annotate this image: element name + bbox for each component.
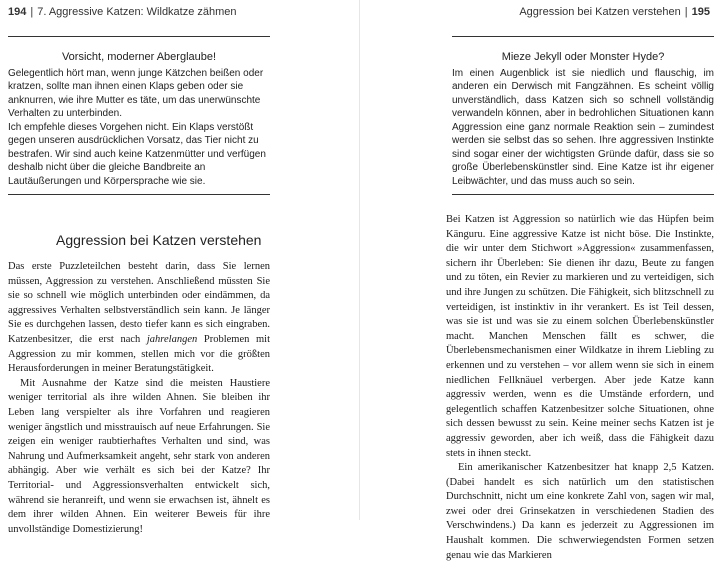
body-paragraph <box>8 260 270 377</box>
box-paragraph: Im einen Augenblick ist sie niedlich und flauschig, im anderen ein Derwisch mit Fangzähnen. Es scheint völlig unverständlich, dass Katzen sich so schnell vollständig verwandeln können, aber in bedrohlichen Situationen kann Aggression eine ganz normale Reaktion sein – zumindest werden sie selbst das so sehen. Ihre aggressiven Instinkte sind sogar einer der wichtigsten Gründe dafür, dass sie so große Überlebenskünstler sind. Eine Katze ist ihr eigener Leibwächter, und das muss auch so sein. <box>452 67 714 187</box>
body-text-run: Das erste Puzzleteilchen besteht darin, dass Sie lernen müssen, Aggression zu verstehen. Anschließend müssten Sie sie so schnell wie möglich unterbinden oder eindämmen, da aggressives Verhalten selbstverständlich sein kann. Je länger Sie es durchgehen lassen, desto tiefer kann es sich eingraben. Katzenbesitzer, die erst nach <box>8 261 270 345</box>
left-header-separator: | <box>30 6 34 18</box>
right-body-text <box>446 213 714 563</box>
box-paragraph: Gelegentlich hört man, wenn junge Kätzchen beißen oder kratzen, sollte man ihnen einen Klaps geben oder sie anknurren, wie ihre Mutter es täte, um das unerwünschte Verhalten zu unterbinden. <box>8 67 264 119</box>
right-running-header <box>519 6 710 18</box>
box-paragraph: Ich empfehle dieses Vorgehen nicht. Ein Klaps verstößt gegen unseren ausdrücklichen Vorsatz, das Tier nicht zu bestrafen. Wir sind auch keine Katzenmütter und verfügen deshalb nicht über die gleiche Bandbreite an Lautäußerungen und Körpersprache wie sie. <box>8 121 266 187</box>
emphasis-text: jahrelangen <box>146 333 198 345</box>
right-header-separator: | <box>684 6 688 18</box>
box-title: Mieze Jekyll oder Monster Hyde? <box>501 51 665 63</box>
body-paragraph: Mit Ausnahme der Katze sind die meisten Haustiere weniger territorial als ihre wilden Ahnen. Sie bleiben ihr Leben lang verspielter als ihre Vorfahren und reagieren weniger ängstlich und misstrauisch auf neue Erfahrungen. Sie zeigen ein weniger raubtierhaftes Verhalten und sind, was Nahrung und Aufmerksamkeit angeht, sehr stark von anderen abhängig. Aber wie verhält es sich bei der Katze? Ihr Territorial- und Aggressionsverhalten entwickelt sich, während sie heranreift, und wenn sie erwachsen ist, ähnelt es dem ihrer wilden Ahnen. Ein weiterer Beweis für ihre unvollständige Domestizierung! <box>8 377 270 535</box>
body-text-run: Problemen mit Aggression zu mir kommen, stellen mich vor die größten Herausforderungen in meiner Beratungstätigkeit. <box>8 333 270 375</box>
left-body-text <box>8 260 270 537</box>
box-top-rule <box>8 36 270 37</box>
body-paragraph: Bei Katzen ist Aggression so natürlich wie das Hüpfen beim Känguru. Eine aggressive Katze ist nicht böse. Die Instinkte, die wir unter dem Stichwort »Aggression« zusammenfassen, sichern ihr Überleben: Sie dienen ihr dazu, Beute zu fangen und zu töten, ein Revier zu markieren und zu verteidigen, sich und ihre Jungen zu schützen. Die Fähigkeit, sich blitzschnell zu verteidigen, ist instinktiv in ihr verankert. Es ist Teil dessen, was sie ist und was sie zu einem solchen Überlebenskünstler macht. Manchen Menschen fällt es schwer, die Überlebensmechanismen einer Wildkatze in ihrem Liebling zu erkennen und zu verstehen – vor allem wenn sie sich in einem niedlichen Fellknäuel verbergen. Aber jede Katze kann aggressiv werden, wenn es die Umstände erfordern, und gelegentlich schaffen Katzenbesitzer solche Situationen, ohne sich dessen bewusst zu sein. Keine meiner sechs Katzen ist je aggressiv geworden, aber ich weiß, dass die Fähigkeit dazu stets in ihnen steckt. <box>446 214 714 459</box>
sidebar-box-jekyll-hyde <box>452 36 714 195</box>
left-chapter-title: 7. Aggressive Katzen: Wildkatze zähmen <box>37 6 237 18</box>
body-paragraph: Ein amerikanischer Katzenbesitzer hat knapp 2,5 Katzen. (Dabei handelt es sich natürlich um den statistischen Durchschnitt, nicht um eine konkrete Zahl von, sagen wir mal, zwei oder drei Grinsekatzen in verschiedenen Stadien des Verschwindens.) Da kann es jederzeit zu Aggressionen im Haushalt kommen. Die schwerwiegendsten Formen setzen genau wie das Markieren <box>446 462 714 561</box>
right-page <box>360 0 720 561</box>
box-text <box>452 67 714 189</box>
right-header-title: Aggression bei Katzen verstehen <box>519 6 681 18</box>
left-page-number: 194 <box>8 6 27 18</box>
left-running-header <box>8 6 237 18</box>
left-page <box>0 0 360 535</box>
section-heading: Aggression bei Katzen verstehen <box>56 232 262 248</box>
box-title: Vorsicht, moderner Aberglaube! <box>61 51 217 63</box>
box-bottom-rule <box>452 194 714 195</box>
box-top-rule <box>452 36 714 37</box>
right-page-number: 195 <box>691 6 710 18</box>
box-text <box>8 67 270 189</box>
box-bottom-rule <box>8 194 270 195</box>
sidebar-box-aberglaube <box>8 36 270 195</box>
